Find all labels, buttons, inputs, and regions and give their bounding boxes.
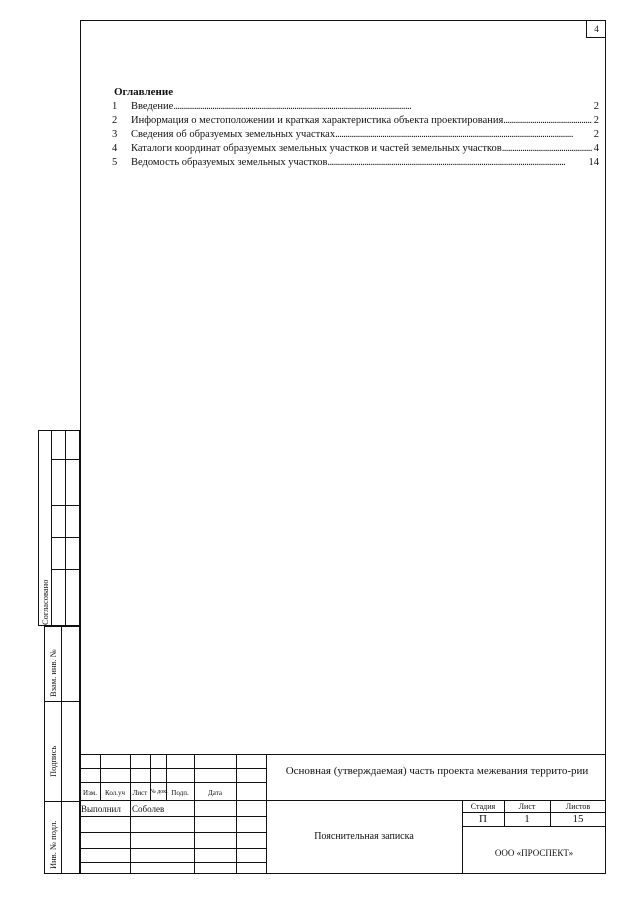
- toc-leader-dots: [502, 142, 592, 155]
- toc-item-number: 1: [112, 101, 118, 112]
- toc-leader-dots: [327, 156, 586, 169]
- toc-item-text: Информация о местоположении и краткая характеристика объекта проектирования: [131, 115, 504, 126]
- col-header-date: Дата: [208, 789, 222, 797]
- sheets-label: Листов: [565, 802, 591, 811]
- toc-item-page: 2: [593, 101, 599, 112]
- toc-item-number: 4: [112, 143, 118, 154]
- toc-leader-dots: [335, 128, 592, 141]
- stage-label: Стадия: [470, 802, 496, 811]
- doc-title: Пояснительная записка: [314, 831, 414, 842]
- toc-item-text: Каталоги координат образуемых земельных участков и частей земельных участков: [131, 143, 502, 154]
- toc-item-page: 2: [593, 129, 599, 140]
- project-title: Основная (утверждаемая) часть проекта межевания террито-рии: [285, 765, 589, 777]
- toc-item-text: Ведомость образуемых земельных участков: [131, 157, 328, 168]
- sheet-value: 1: [524, 813, 530, 825]
- toc-item-page: 2: [593, 115, 599, 126]
- toc-leader-dots: [503, 114, 591, 127]
- toc-item-page: 14: [588, 157, 599, 168]
- col-header-change: Изм.: [83, 789, 97, 797]
- toc-item-text: Введение: [131, 101, 174, 112]
- agreed-block: [38, 430, 80, 626]
- toc-item[interactable]: [112, 100, 599, 113]
- company-name: ООО «ПРОСПЕКТ»: [494, 848, 574, 858]
- col-header-sign: Подп.: [171, 789, 189, 797]
- toc-item-text: Сведения об образуемых земельных участках: [131, 129, 336, 140]
- toc-item[interactable]: [112, 128, 599, 141]
- agreed-label: Согласовано: [40, 579, 50, 625]
- inv-replace-label: Взам. инв. №: [48, 649, 58, 697]
- sheet-label: Лист: [518, 802, 536, 811]
- toc-item[interactable]: [112, 142, 599, 155]
- toc-item-page: 4: [593, 143, 599, 154]
- toc-item-number: 3: [112, 129, 118, 140]
- sheets-value: 15: [572, 813, 584, 825]
- signature-label: Подпись: [48, 745, 58, 777]
- toc-item[interactable]: [112, 114, 599, 127]
- toc-item-number: 5: [112, 157, 118, 168]
- col-header-doc-no: № док.: [150, 789, 168, 795]
- col-header-count: Кол.уч: [105, 789, 125, 797]
- title-block: [80, 754, 606, 874]
- side-stamp-strip: [44, 626, 80, 874]
- page-number: 4: [586, 20, 606, 38]
- performer-name: Соболев: [132, 804, 165, 814]
- col-header-sheet: Лист: [132, 789, 148, 797]
- toc-leader-dots: [173, 100, 591, 113]
- performed-label: Выполнил: [81, 804, 121, 814]
- stage-value: П: [479, 813, 487, 825]
- toc-item-number: 2: [112, 115, 118, 126]
- inv-orig-label: Инв. № подл.: [48, 820, 58, 869]
- toc-item[interactable]: [112, 156, 599, 169]
- toc-title: Оглавление: [114, 86, 174, 98]
